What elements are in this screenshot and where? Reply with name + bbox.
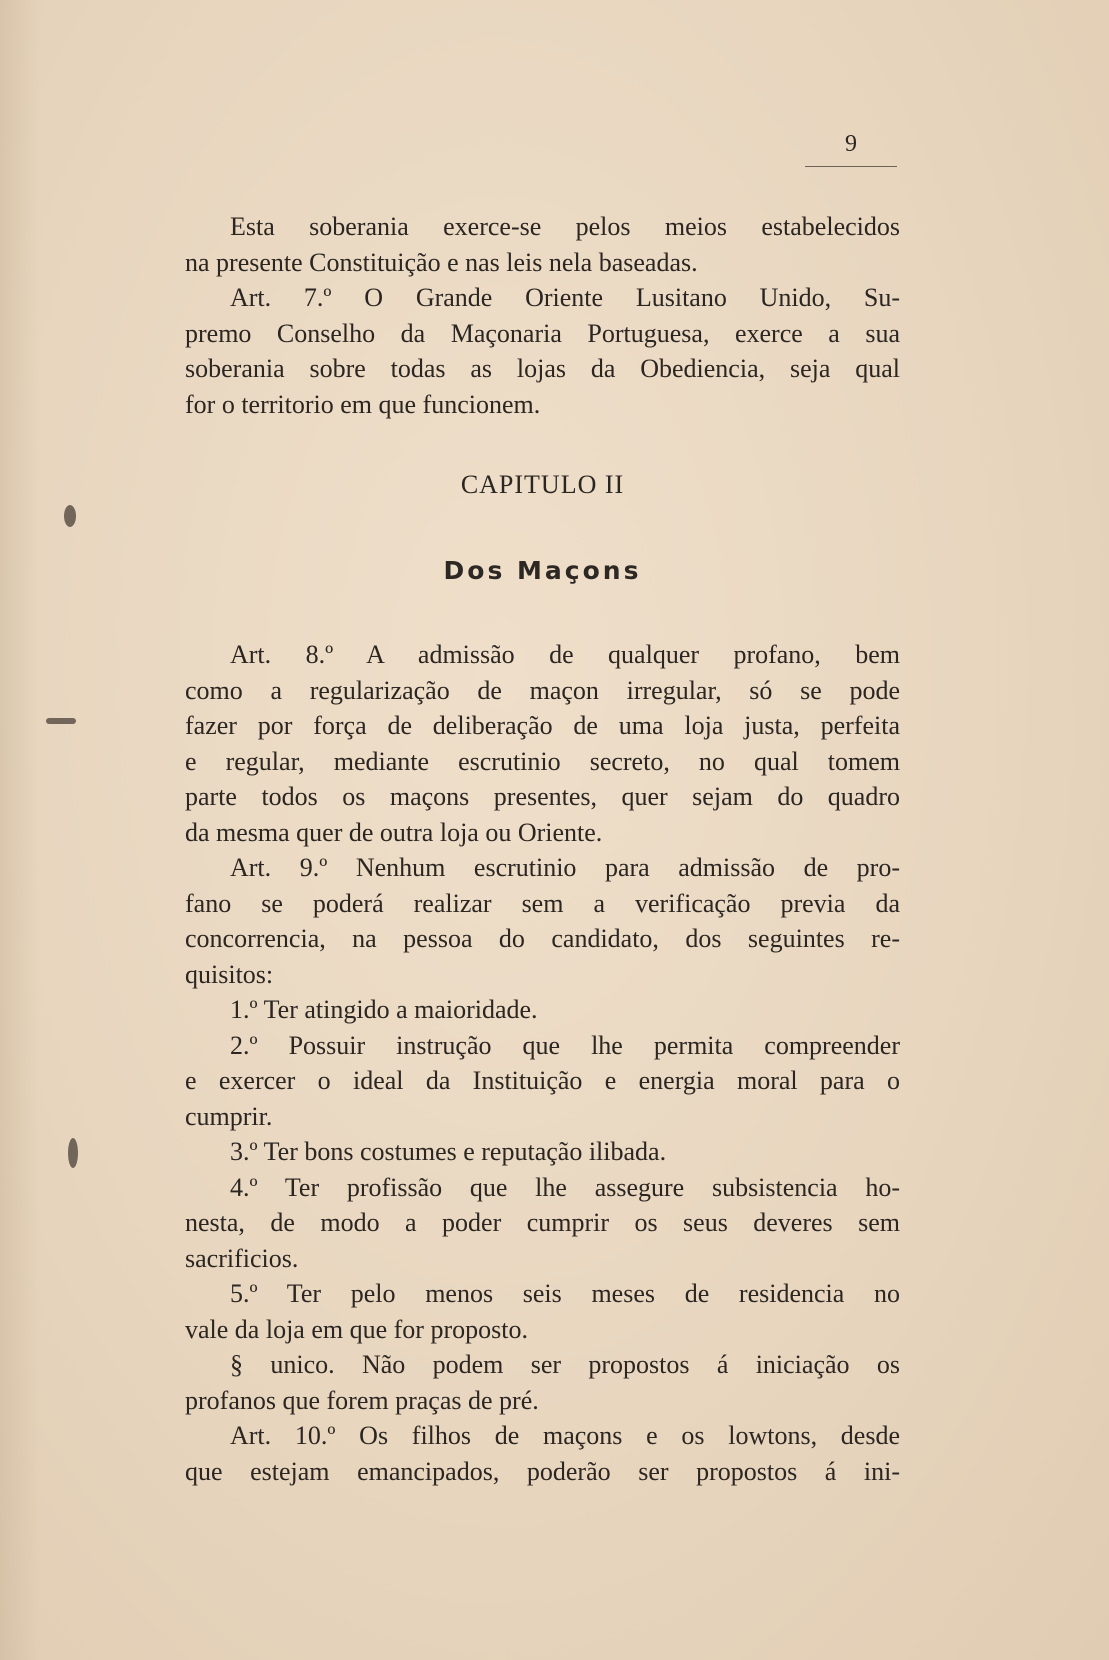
text-line: 2.º Possuir instrução que lhe permita compreender (230, 1030, 900, 1060)
text-line: 4.º Ter profissão que lhe assegure subsistencia ho- (230, 1172, 900, 1202)
text-line: concorrencia, na pessoa do candidato, dos seguintes re- (185, 924, 900, 953)
text-line: vale da loja em que for proposto. (185, 1314, 528, 1344)
text-line: quisitos: (185, 959, 274, 989)
text-line: 5.º Ter pelo menos seis meses de residencia no (230, 1279, 900, 1308)
text-line: nesta, de modo a poder cumprir os seus deveres sem (185, 1208, 900, 1237)
text-line: soberania sobre todas as lojas da Obediencia, seja qual (185, 354, 900, 383)
text-line: Art. 10.º Os filhos de maçons e os lowtons, desde (230, 1421, 900, 1450)
ink-blot (64, 505, 76, 527)
text-line: premo Conselho da Maçonaria Portuguesa, exerce a sua (185, 318, 900, 348)
chapter-title: Dos Maçons (443, 556, 642, 585)
text-line: 1.º Ter atingido a maioridade. (230, 995, 538, 1024)
text-line: parte todos os maçons presentes, quer sejam do quadro (185, 782, 900, 811)
text-line: Esta soberania exerce-se pelos meios estabelecidos (230, 212, 900, 241)
text-line: e exercer o ideal da Instituição e energia moral para o (185, 1066, 900, 1095)
text-line: profanos que forem praças de pré. (185, 1385, 539, 1415)
text-block-2 (185, 637, 900, 1489)
page-number: 9 (845, 131, 857, 157)
text-line: da mesma quer de outra loja ou Oriente. (185, 817, 603, 847)
page-number-rule (805, 166, 897, 167)
text-line: que estejam emancipados, poderão ser propostos á ini- (185, 1456, 900, 1486)
text-line: fano se poderá realizar sem a verificação previa da (185, 888, 900, 918)
text-line: na presente Constituição e nas leis nela baseadas. (185, 247, 698, 277)
ink-blot (68, 1138, 78, 1168)
text-line: Art. 9.º Nenhum escrutinio para admissão de pro- (230, 853, 900, 882)
text-line: 3.º Ter bons costumes e reputação ilibada. (230, 1137, 667, 1166)
text-line: § unico. Não podem ser propostos á iniciação os (230, 1350, 900, 1379)
text-line: Art. 7.º O Grande Oriente Lusitano Unido, Su- (230, 283, 900, 312)
text-line: como a regularização de maçon irregular, só se pode (185, 675, 900, 705)
text-line: for o territorio em que funcionem. (185, 389, 541, 419)
text-line: e regular, mediante escrutinio secreto, no qual tomem (185, 746, 900, 776)
chapter-heading: CAPITULO II (460, 470, 625, 499)
text-block-1 (185, 209, 900, 422)
text-line: sacrificios. (185, 1243, 299, 1273)
text-line: fazer por força de deliberação de uma loja justa, perfeita (185, 711, 900, 740)
text-line: Art. 8.º A admissão de qualquer profano, bem (230, 640, 900, 669)
text-line: cumprir. (185, 1101, 273, 1131)
ink-blot (46, 718, 76, 724)
page-edge-shadow (0, 0, 40, 1660)
